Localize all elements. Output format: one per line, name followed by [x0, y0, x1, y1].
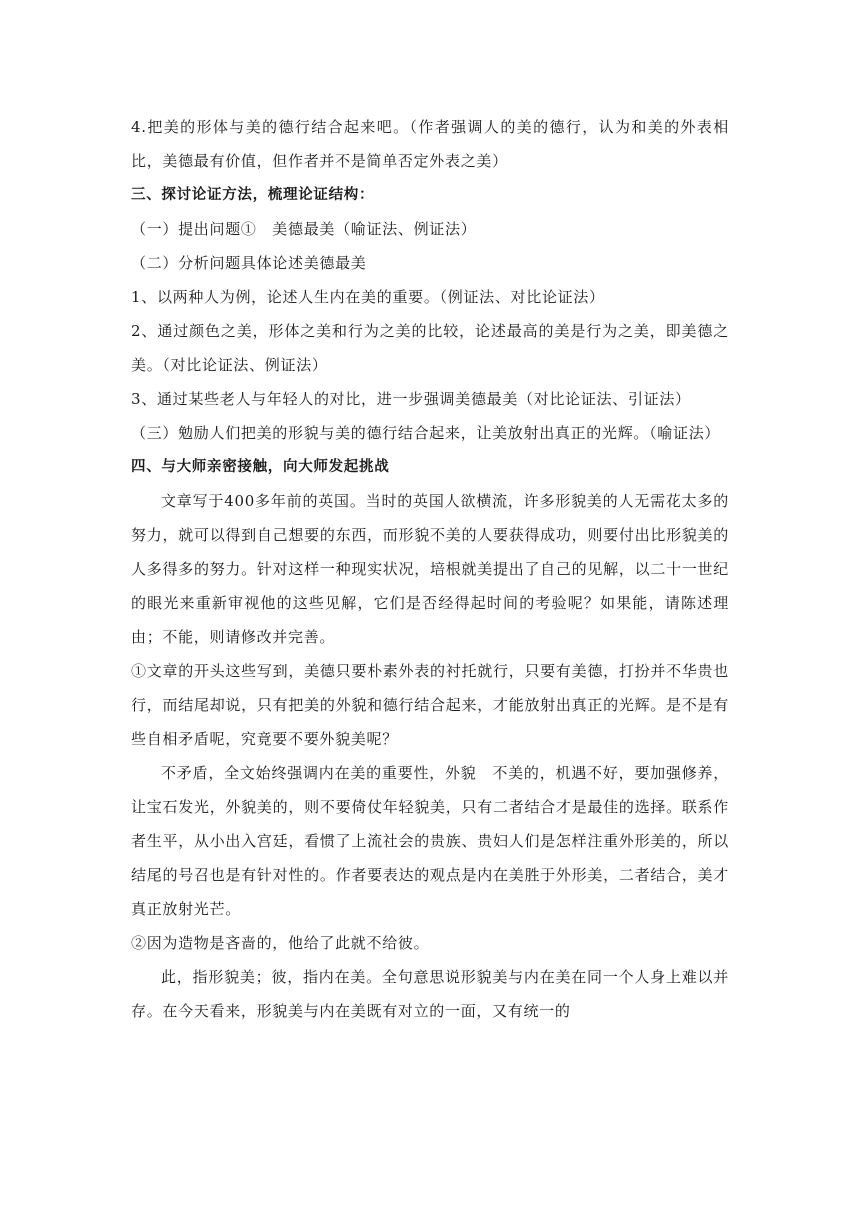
answer-1: 不矛盾，全文始终强调内在美的重要性，外貌 不美的，机遇不好，要加强修养，让宝石发光，外貌美的，则不要倚仗年轻貌美，只有二者结合才是最佳的选择。联系作者生平，从小出入宫廷，看惯了上流社会的贵族、贵妇人们是怎样注重外形美的，所以结尾的号召也是有针对性的。作者要表达的观点是内在美胜于外形美，二者结合，美才真正放射光芒。 [131, 764, 729, 918]
section-heading-4: 四、与大师亲密接触，向大师发起挑战 [131, 459, 390, 475]
structure-part-3: （三）勉励人们把美的形貌与美的德行结合起来，让美放射出真正的光辉。（喻证法） [131, 424, 721, 442]
question-2: ②因为造物是吝啬的，他给了此就不给彼。 [131, 934, 430, 952]
paragraph-point-4: 4.把美的形体与美的德行结合起来吧。（作者强调人的美的德行，认为和美的外表相比，美德最有价值，但作者并不是简单否定外表之美） [131, 118, 729, 170]
structure-part-1: （一）提出问题① 美德最美（喻证法、例证法） [131, 220, 477, 238]
answer-2: 此，指形貌美；彼，指内在美。全句意思说形貌美与内在美在同一个人身上难以并存。在今天看来，形貌美与内在美既有对立的一面，又有统一的 [131, 968, 729, 1020]
structure-part-2: （二）分析问题具体论述美德最美 [131, 254, 367, 272]
document-page [131, 110, 729, 1028]
structure-item-2: 2、通过颜色之美，形体之美和行为之美的比较，论述最高的美是行为之美，即美德之美。（对比论证法、例证法） [131, 322, 729, 374]
section-heading-3: 三、探讨论证方法，梳理论证结构： [131, 187, 375, 203]
question-1: ①文章的开头这些写到，美德只要朴素外表的衬托就行，只要有美德，打扮并不华贵也行，而结尾却说，只有把美的外貌和德行结合起来，才能放射出真正的光辉。是不是有些自相矛盾呢，究竟要不要外貌美呢？ [131, 662, 729, 748]
structure-item-3: 3、通过某些老人与年轻人的对比，进一步强调美德最美（对比论证法、引证法） [131, 390, 691, 408]
paragraph-intro: 文章写于400多年前的英国。当时的英国人欲横流，许多形貌美的人无需花太多的努力，就可以得到自己想要的东西，而形貌不美的人要获得成功，则要付出比形貌美的人多得多的努力。针对这样一种现实状况，培根就美提出了自己的见解，以二十一世纪的眼光来重新审视他的这些见解，它们是否经得起时间的考验呢？如果能，请陈述理由；不能，则请修改并完善。 [131, 492, 729, 646]
structure-item-1: 1、以两种人为例，论述人生内在美的重要。（例证法、对比论证法） [131, 288, 605, 306]
